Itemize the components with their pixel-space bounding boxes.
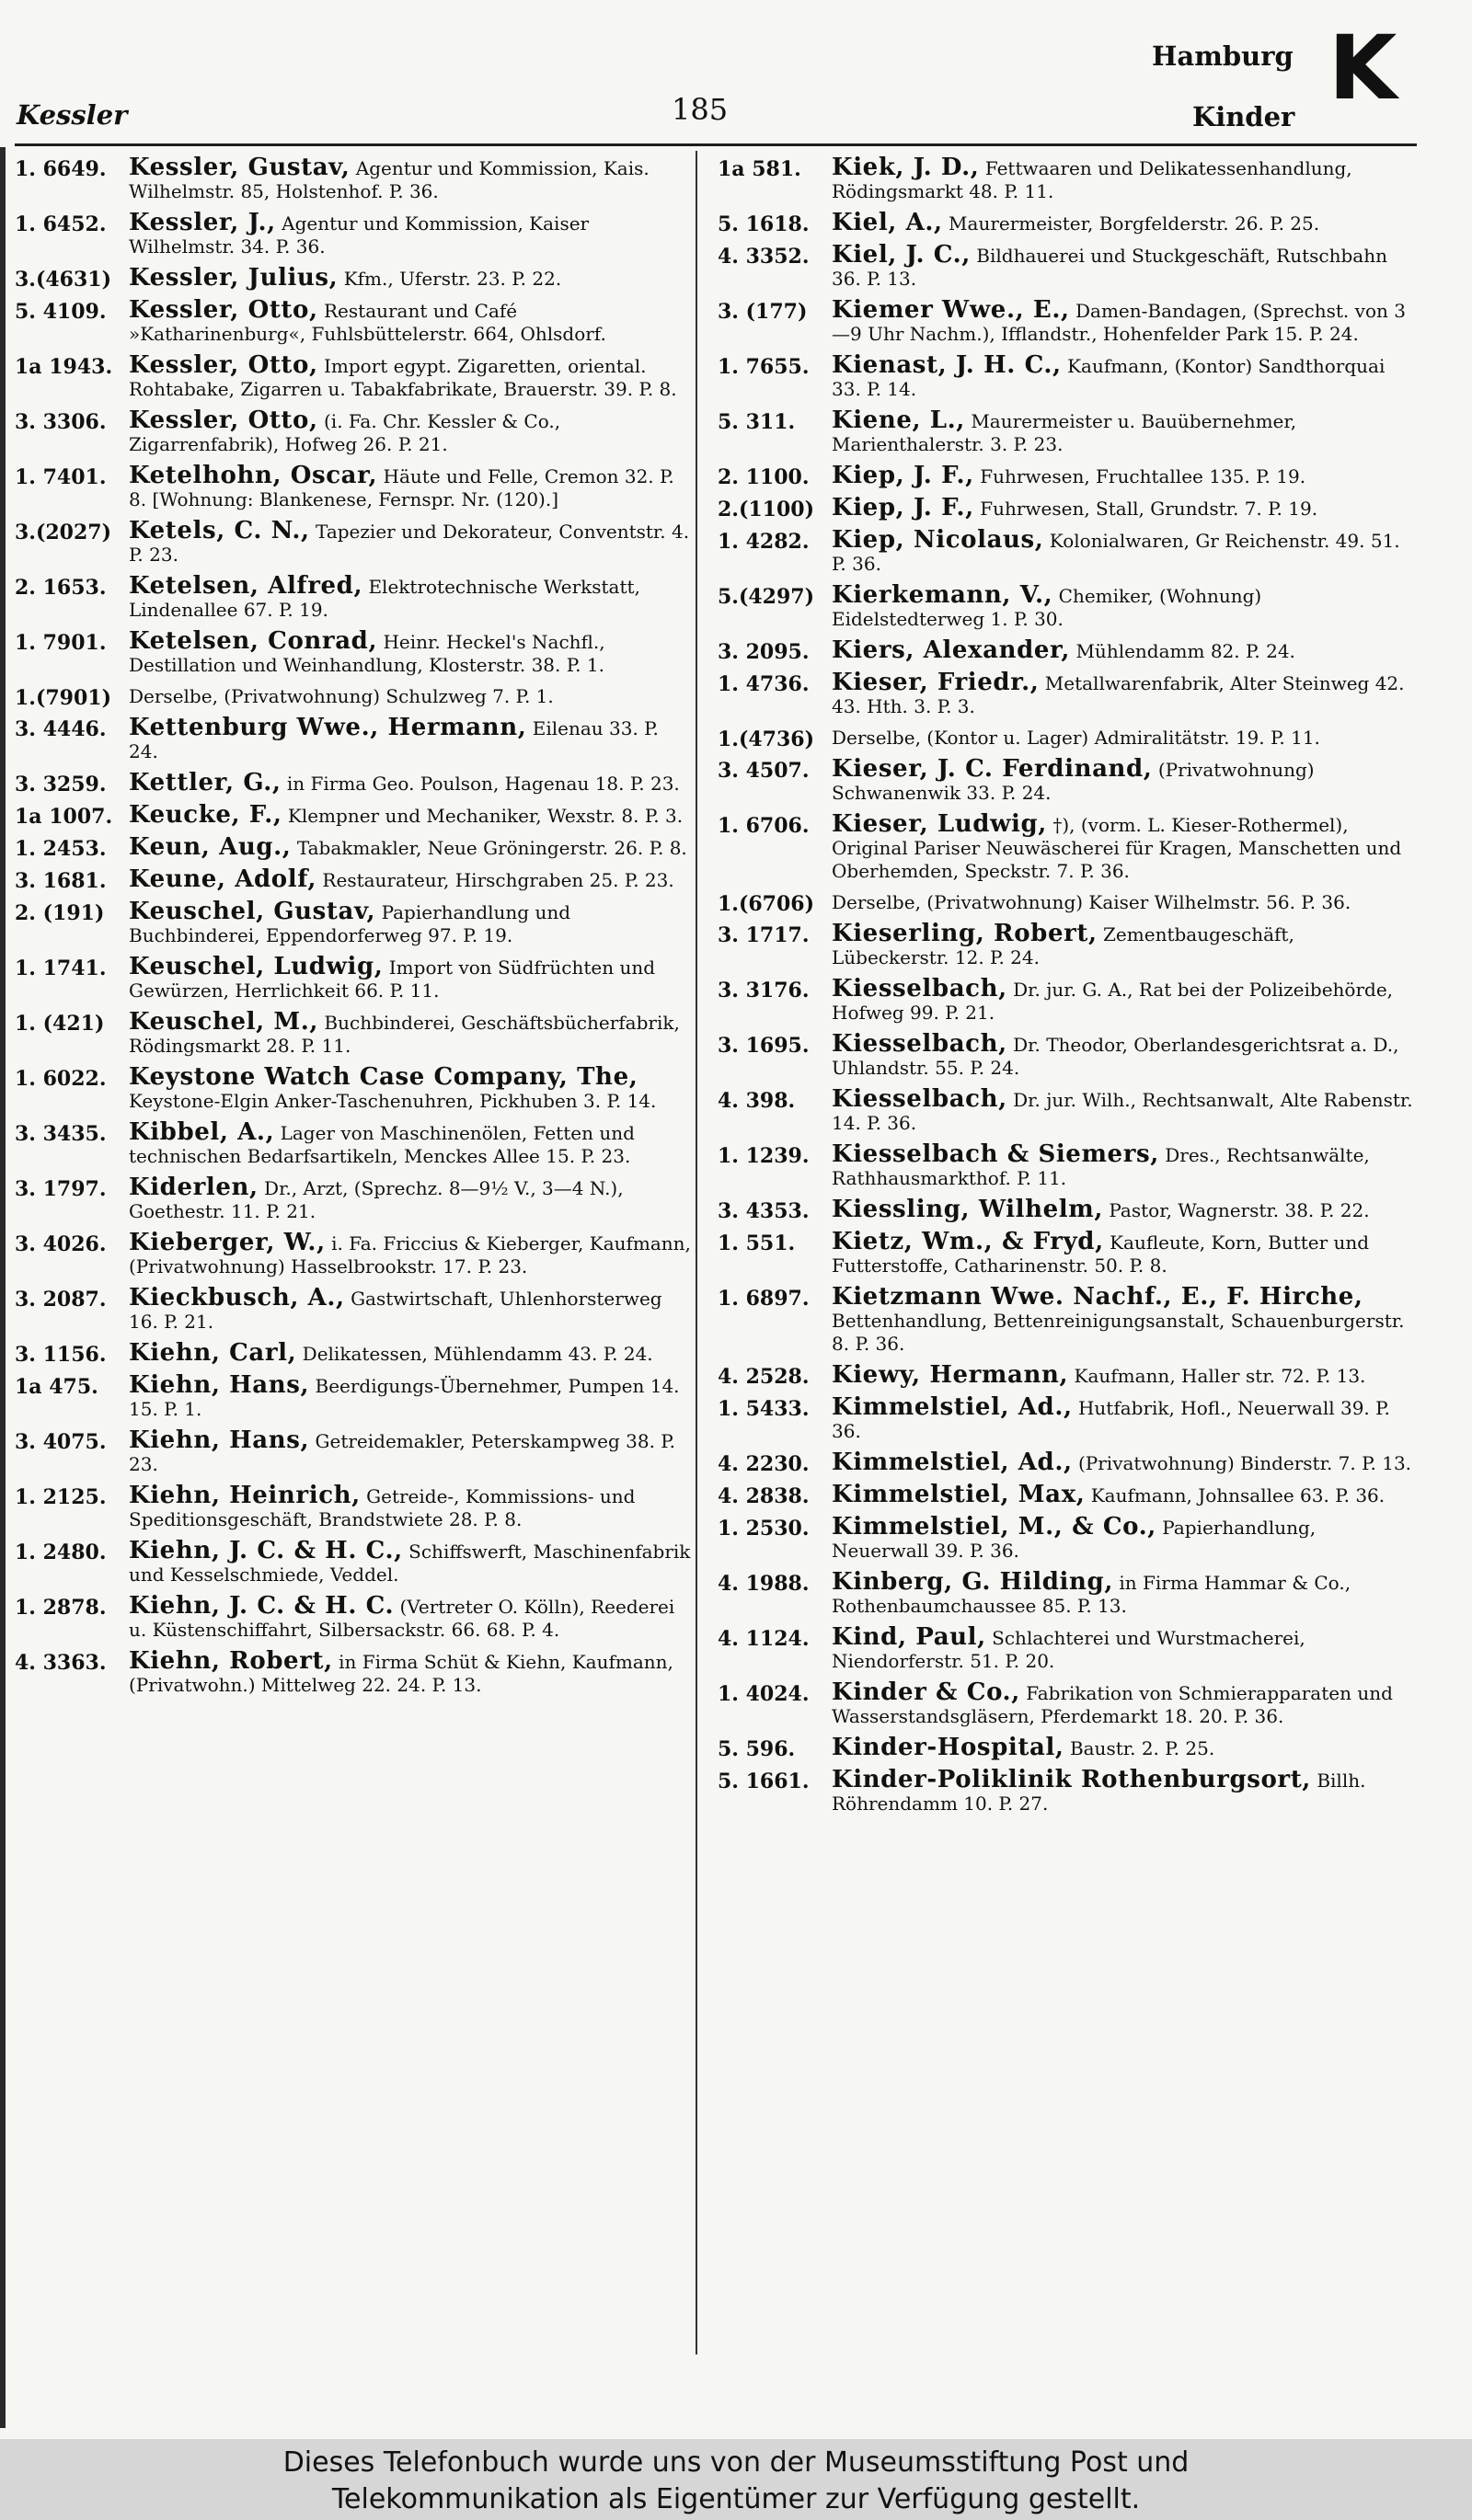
entry-name: Kiehn, Carl,	[129, 1339, 297, 1367]
directory-entry	[15, 1592, 694, 1642]
directory-entry	[15, 833, 694, 861]
entry-phone-number: 3. 4075.	[15, 1430, 107, 1454]
entry-phone-number: 1. 4736.	[718, 672, 810, 696]
entry-name: Kimmelstiel, Ad.,	[832, 1393, 1073, 1421]
entry-details: Billh. Röhrendamm 10. P. 27.	[832, 1770, 1366, 1815]
directory-entry	[718, 1766, 1417, 1816]
entry-details: Kaufmann, Haller str. 72. P. 13.	[1074, 1365, 1366, 1387]
directory-entry	[718, 1393, 1417, 1443]
entry-phone-number: 2. 1100.	[718, 465, 810, 489]
entry-phone-number: 4. 2838.	[718, 1484, 810, 1508]
directory-entry	[718, 1085, 1417, 1135]
entry-phone-number: 2.(1100)	[718, 498, 815, 521]
entry-name: Kiehn, Hans,	[129, 1426, 310, 1454]
directory-entry	[718, 351, 1417, 401]
entry-name: Keucke, F.,	[129, 801, 282, 829]
running-head-left: Kessler	[17, 99, 128, 131]
entry-phone-number: 3. 4507.	[718, 759, 810, 783]
entry-name: Kiesselbach,	[832, 975, 1007, 1002]
entry-name: Kiel, A.,	[832, 209, 943, 236]
entry-details: Heinr. Heckel's Nachfl., Destillation und Weinhandlung, Klosterstr. 38. P. 1.	[129, 631, 605, 676]
entry-details: Hutfabrik, Hofl., Neuerwall 39. P. 36.	[832, 1397, 1390, 1442]
entry-name: Kimmelstiel, M., & Co.,	[832, 1513, 1156, 1541]
entry-phone-number: 1. 2878.	[15, 1596, 107, 1620]
entry-phone-number: 3. 2095.	[718, 640, 810, 664]
footer-banner	[0, 2439, 1472, 2520]
entry-details: Fabrikation von Schmierapparaten und Wasserstandsgläsern, Pferdemarkt 18. 20. P. 36.	[832, 1682, 1393, 1727]
directory-entry	[15, 1647, 694, 1697]
entry-phone-number: 1. 7901.	[15, 631, 107, 655]
directory-entry	[15, 716, 694, 763]
entry-phone-number: 1. 2530.	[718, 1517, 810, 1541]
directory-entry	[718, 1228, 1417, 1277]
entry-details: in Firma Schüt & Kiehn, Kaufmann, (Privatwohn.) Mittelweg 22. 24. P. 13.	[129, 1651, 673, 1696]
entry-name: Kiehn, Heinrich,	[129, 1482, 361, 1509]
entry-details: Dr., Arzt, (Sprechz. 8—9½ V., 3—4 N.), Goethestr. 11. P. 21.	[129, 1177, 624, 1222]
entry-details: Kaufleute, Korn, Butter und Futterstoffe, Catharinenstr. 50. P. 8.	[832, 1231, 1370, 1277]
entry-name: Keystone Watch Case Company, The,	[129, 1063, 638, 1091]
entry-name: Kessler, Otto,	[129, 407, 318, 434]
directory-entry	[718, 581, 1417, 631]
directory-entry	[15, 865, 694, 893]
directory-entry	[15, 1371, 694, 1421]
entry-details: Derselbe, (Kontor u. Lager) Admiralitätstr. 19. P. 11.	[832, 727, 1320, 749]
entry-name: Kind, Paul,	[832, 1623, 986, 1651]
entry-name: Keuschel, Ludwig,	[129, 953, 384, 980]
entry-name: Kessler, Otto,	[129, 296, 318, 324]
entry-name: Kinder & Co.,	[832, 1678, 1020, 1706]
right-column	[718, 156, 1417, 1824]
entry-phone-number: 1a 581.	[718, 157, 801, 181]
entry-name: Kettler, G.,	[129, 769, 282, 796]
entry-details: Schlachterei und Wurstmacherei, Niendorferstr. 51. P. 20.	[832, 1627, 1305, 1672]
entry-details: Fuhrwesen, Stall, Grundstr. 7. P. 19.	[980, 498, 1318, 520]
entry-phone-number: 1. 6022.	[15, 1067, 107, 1091]
directory-entry	[15, 1484, 694, 1531]
entry-phone-number: 5.(4297)	[718, 585, 815, 609]
directory-entry	[15, 1284, 694, 1334]
entry-phone-number: 1. 551.	[718, 1231, 796, 1255]
directory-entry	[718, 1030, 1417, 1080]
entry-name: Kiessling, Wilhelm,	[832, 1196, 1104, 1223]
header-rule	[15, 143, 1417, 146]
entry-name: Kibbel, A.,	[129, 1118, 275, 1146]
directory-entry	[15, 1118, 694, 1168]
entry-name: Kinder-Poliklinik Rothenburgsort,	[832, 1766, 1311, 1793]
entry-name: Kimmelstiel, Max,	[832, 1481, 1086, 1508]
directory-entry	[718, 1623, 1417, 1673]
entry-phone-number: 5. 596.	[718, 1737, 796, 1761]
entry-details: Schiffswerft, Maschinenfabrik und Kesselschmiede, Veddel.	[129, 1541, 691, 1586]
entry-name: Keune, Adolf,	[129, 865, 317, 893]
entry-details: †), (vorm. L. Kieser-Rothermel), Original Pariser Neuwäscherei für Kragen, Manschetten und Oberhemden, Speckstr. 7. P. 36.	[832, 814, 1402, 882]
entry-details: Agentur und Kommission, Kais. Wilhelmstr. 85, Holstenhof. P. 36.	[129, 157, 650, 202]
entry-details: Maurermeister, Borgfelderstr. 26. P. 25.	[949, 212, 1320, 235]
entry-details: Dr. jur. Wilh., Rechtsanwalt, Alte Rabenstr. 14. P. 36.	[832, 1089, 1413, 1134]
entry-phone-number: 3. (177)	[718, 300, 808, 324]
directory-entry	[718, 494, 1417, 521]
directory-entry	[15, 517, 694, 567]
column-divider	[696, 151, 697, 2354]
entry-name: Kietzmann Wwe. Nachf., E., F. Hirche,	[832, 1283, 1363, 1311]
entry-phone-number: 1. 6706.	[718, 814, 810, 838]
entry-name: Kiewy, Hermann,	[832, 1361, 1069, 1389]
footer-line-1: Dieses Telefonbuch wurde uns von der Museumsstiftung Post und	[282, 2446, 1190, 2479]
entry-name: Kieser, J. C. Ferdinand,	[832, 755, 1153, 783]
entry-details: Metallwarenfabrik, Alter Steinweg 42. 43. Hth. 3. P. 3.	[832, 672, 1405, 717]
directory-entry	[718, 1198, 1417, 1222]
entry-phone-number: 3. 3176.	[718, 979, 810, 1002]
entry-details: Kolonialwaren, Gr Reichenstr. 49. 51. P. 36.	[832, 530, 1400, 575]
entry-name: Kierkemann, V.,	[832, 581, 1053, 609]
directory-entry	[718, 409, 1417, 456]
directory-entry	[718, 922, 1417, 969]
entry-name: Ketels, C. N.,	[129, 517, 310, 544]
entry-details: Agentur und Kommission, Kaiser Wilhelmstr. 34. P. 36.	[129, 212, 590, 258]
entry-phone-number: 1a 475.	[15, 1375, 98, 1399]
directory-entry	[15, 953, 694, 1002]
entry-phone-number: 1. 1741.	[15, 956, 107, 980]
directory-entry	[15, 801, 694, 829]
entry-name: Kiesselbach & Siemers,	[832, 1140, 1159, 1168]
directory-entry	[15, 900, 694, 947]
entry-details: Import von Südfrüchten und Gewürzen, Herrlichkeit 66. P. 11.	[129, 956, 656, 1002]
directory-entry	[718, 1483, 1417, 1507]
entry-phone-number: 1. 4024.	[718, 1682, 810, 1706]
entry-details: Papierhandlung und Buchbinderei, Eppendorferweg 97. P. 19.	[129, 901, 571, 946]
entry-details: Fettwaaren und Delikatessenhandlung, Rödingsmarkt 48. P. 11.	[832, 157, 1352, 202]
entry-details: Restaurant und Café »Katharinenburg«, Fuhlsbüttelerstr. 664, Ohlsdorf.	[129, 300, 606, 345]
entry-details: (Privatwohnung) Schwanenwik 33. P. 24.	[832, 759, 1315, 804]
entry-name: Kiep, J. F.,	[832, 494, 974, 521]
entry-name: Kessler, Gustav,	[129, 154, 351, 181]
directory-entry	[718, 636, 1417, 664]
entry-name: Keun, Aug.,	[129, 833, 292, 861]
entry-details: Eilenau 33. P. 24.	[129, 717, 659, 762]
entry-phone-number: 1a 1943.	[15, 355, 113, 379]
entry-phone-number: 4. 3352.	[718, 245, 810, 269]
directory-entry	[15, 409, 694, 456]
entry-name: Kiderlen,	[129, 1174, 259, 1201]
entry-details: Pastor, Wagnerstr. 38. P. 22.	[1109, 1199, 1370, 1221]
entry-phone-number: 4. 1124.	[718, 1627, 810, 1651]
directory-entry	[15, 1176, 694, 1223]
entry-details: Klempner und Mechaniker, Wexstr. 8. P. 3.	[287, 805, 684, 827]
entry-details: Häute und Felle, Cremon 32. P. 8. [Wohnung: Blankenese, Fernspr. Nr. (120).]	[129, 465, 674, 510]
entry-name: Kettenburg Wwe., Hermann,	[129, 714, 527, 741]
entry-name: Kieserling, Robert,	[832, 920, 1098, 947]
entry-phone-number: 1.(6706)	[718, 892, 815, 916]
entry-phone-number: 3. 3259.	[15, 773, 107, 796]
entry-details: Tapezier und Dekorateur, Conventstr. 4. P. 23.	[129, 521, 690, 566]
directory-entry	[718, 1283, 1417, 1356]
entry-details: Maurermeister u. Bauübernehmer, Marienthalerstr. 3. P. 23.	[832, 410, 1297, 455]
directory-entry	[718, 810, 1417, 883]
entry-details: Beerdigungs-Übernehmer, Pumpen 14. 15. P. 1.	[129, 1375, 680, 1420]
entry-name: Kieser, Friedr.,	[832, 669, 1040, 696]
directory-entry	[15, 209, 694, 258]
entry-name: Kienast, J. H. C.,	[832, 351, 1062, 379]
entry-name: Kiehn, Robert,	[129, 1647, 333, 1675]
directory-entry	[15, 685, 694, 708]
entry-name: Kiep, J. F.,	[832, 462, 974, 489]
entry-phone-number: 2. (191)	[15, 901, 105, 925]
entry-details: Import egypt. Zigaretten, oriental. Rohtabake, Zigarren u. Tabakfabrikate, Brauerstr. 39. P. 8.	[129, 355, 677, 400]
entry-phone-number: 1. 7655.	[718, 355, 810, 379]
entry-name: Kieckbusch, A.,	[129, 1284, 345, 1312]
entry-phone-number: 1.(4736)	[718, 727, 815, 751]
entry-name: Kiel, J. C.,	[832, 241, 971, 269]
directory-entry	[718, 1513, 1417, 1563]
directory-entry	[718, 727, 1417, 750]
entry-phone-number: 3. 4026.	[15, 1232, 107, 1256]
entry-phone-number: 1. 1239.	[718, 1144, 810, 1168]
entry-details: Kaufmann, Johnsallee 63. P. 36.	[1090, 1484, 1386, 1506]
directory-entry	[718, 1451, 1417, 1475]
directory-entry	[718, 1361, 1417, 1389]
entry-details: Tabakmakler, Neue Gröningerstr. 26. P. 8.	[296, 837, 687, 859]
entry-phone-number: 1. 6649.	[15, 157, 107, 181]
entry-details: Derselbe, (Privatwohnung) Kaiser Wilhelmstr. 56. P. 36.	[832, 891, 1351, 913]
entry-name: Kiesselbach,	[832, 1030, 1007, 1058]
entry-details: (Privatwohnung) Binderstr. 7. P. 13.	[1077, 1452, 1412, 1474]
entry-details: Keystone-Elgin Anker-Taschenuhren, Pickhuben 3. P. 14.	[129, 1090, 657, 1112]
directory-entry	[15, 1008, 694, 1058]
entry-details: Chemiker, (Wohnung) Eidelstedterweg 1. P. 30.	[832, 585, 1262, 630]
entry-name: Keuschel, Gustav,	[129, 898, 376, 925]
entry-phone-number: 4. 2230.	[718, 1452, 810, 1476]
entry-name: Kiehn, Hans,	[129, 1371, 310, 1399]
entry-name: Kieser, Ludwig,	[832, 810, 1047, 838]
directory-entry	[15, 1063, 694, 1113]
directory-entry	[718, 296, 1417, 346]
directory-entry	[15, 627, 694, 677]
entry-details: Papierhandlung, Neuerwall 39. P. 36.	[832, 1517, 1317, 1562]
entry-details: Dres., Rechtsanwälte, Rathhausmarkthof. P. 11.	[832, 1144, 1370, 1189]
entry-details: Kfm., Uferstr. 23. P. 22.	[343, 268, 562, 290]
directory-entry	[718, 1678, 1417, 1728]
entry-details: Lager von Maschinenölen, Fetten und technischen Bedarfsartikeln, Menckes Allee 15. P. 23.	[129, 1122, 635, 1167]
entry-phone-number: 1. 7401.	[15, 465, 107, 489]
footer-line-2: Telekommunikation als Eigentümer zur Verfügung gestellt.	[331, 2483, 1141, 2515]
entry-phone-number: 1. (421)	[15, 1012, 105, 1036]
entry-details: Dr. Theodor, Oberlandesgerichtsrat a. D., Uhlandstr. 55. P. 24.	[832, 1034, 1399, 1079]
entry-details: Zementbaugeschäft, Lübeckerstr. 12. P. 24.	[832, 923, 1294, 968]
entry-name: Kessler, Otto,	[129, 351, 318, 379]
entry-details: Bildhauerei und Stuckgeschäft, Rutschbahn 36. P. 13.	[832, 245, 1387, 290]
entry-name: Kiesselbach,	[832, 1085, 1007, 1113]
directory-entry	[15, 1231, 694, 1278]
entry-details: in Firma Geo. Poulson, Hagenau 18. P. 23.	[286, 773, 680, 795]
directory-entry	[718, 1140, 1417, 1190]
entry-phone-number: 5. 1661.	[718, 1770, 810, 1793]
entry-phone-number: 1. 6897.	[718, 1287, 810, 1311]
entry-phone-number: 3. 1797.	[15, 1177, 107, 1201]
page-number: 185	[672, 92, 729, 127]
directory-entry	[718, 209, 1417, 236]
entry-phone-number: 1. 2453.	[15, 837, 107, 861]
directory-entry	[718, 156, 1417, 203]
directory-entry	[15, 464, 694, 511]
entry-details: Getreidemakler, Peterskampweg 38. P. 23.	[129, 1430, 676, 1475]
directory-entry	[15, 572, 694, 622]
entry-phone-number: 3.(4631)	[15, 268, 112, 292]
entry-details: Derselbe, (Privatwohnung) Schulzweg 7. P. 1.	[129, 685, 554, 707]
directory-entry	[15, 769, 694, 796]
entry-name: Kiehn, J. C. & H. C.,	[129, 1537, 403, 1564]
entry-details: (i. Fa. Chr. Kessler & Co., Zigarrenfabrik), Hofweg 26. P. 21.	[129, 410, 561, 455]
directory-entry	[718, 891, 1417, 914]
entry-phone-number: 4. 2528.	[718, 1365, 810, 1389]
entry-name: Kimmelstiel, Ad.,	[832, 1449, 1073, 1476]
entry-phone-number: 1a 1007.	[15, 805, 113, 829]
directory-entry	[718, 975, 1417, 1025]
entry-phone-number: 3. 1695.	[718, 1034, 810, 1058]
entry-phone-number: 3. 2087.	[15, 1288, 107, 1312]
entry-name: Kiep, Nicolaus,	[832, 526, 1044, 554]
entry-name: Kiemer Wwe., E.,	[832, 296, 1070, 324]
entry-name: Kiers, Alexander,	[832, 636, 1071, 664]
entry-name: Ketelhohn, Oscar,	[129, 462, 378, 489]
entry-name: Kessler, Julius,	[129, 264, 339, 292]
directory-entry	[718, 1736, 1417, 1760]
entry-phone-number: 3. 3306.	[15, 410, 107, 434]
entry-details: Buchbinderei, Geschäftsbücherfabrik, Rödingsmarkt 28. P. 11.	[129, 1012, 680, 1057]
directory-entry	[15, 1426, 694, 1476]
entry-name: Ketelsen, Alfred,	[129, 572, 363, 600]
directory-entry	[15, 264, 694, 292]
entry-phone-number: 5. 4109.	[15, 300, 107, 324]
entry-phone-number: 3. 1156.	[15, 1343, 107, 1367]
entry-phone-number: 4. 398.	[718, 1089, 796, 1113]
entry-name: Kinder-Hospital,	[832, 1734, 1064, 1761]
entry-phone-number: 3. 4446.	[15, 717, 107, 741]
entry-phone-number: 1.(7901)	[15, 686, 112, 710]
entry-phone-number: 1. 4282.	[718, 530, 810, 554]
directory-entry	[15, 156, 694, 203]
entry-details: Mühlendamm 82. P. 24.	[1075, 640, 1295, 662]
entry-phone-number: 2. 1653.	[15, 576, 107, 600]
directory-entry	[15, 351, 694, 401]
left-column	[15, 156, 694, 1705]
entry-name: Ketelsen, Conrad,	[129, 627, 378, 655]
directory-entry	[15, 296, 694, 346]
entry-phone-number: 3.(2027)	[15, 521, 112, 544]
entry-name: Kietz, Wm., & Fryd,	[832, 1228, 1104, 1255]
entry-details: Elektrotechnische Werkstatt, Lindenallee 67. P. 19.	[129, 576, 640, 621]
page-edge-line	[0, 147, 6, 2428]
entry-name: Kieberger, W.,	[129, 1229, 326, 1256]
directory-entry	[15, 1339, 694, 1367]
entry-phone-number: 5. 311.	[718, 410, 796, 434]
entry-phone-number: 3. 1681.	[15, 869, 107, 893]
entry-details: Damen-Bandagen, (Sprechst. von 3—9 Uhr Nachm.), Ifflandstr., Hohenfelder Park 15. P. 24.	[832, 300, 1406, 345]
entry-details: Getreide-, Kommissions- und Speditionsgeschäft, Brandstwiete 28. P. 8.	[129, 1485, 636, 1530]
entry-details: Delikatessen, Mühlendamm 43. P. 24.	[302, 1343, 653, 1365]
entry-details: (Vertreter O. Kölln), Reederei u. Küstenschiffahrt, Silbersackstr. 66. 68. P. 4.	[129, 1596, 675, 1641]
entry-name: Kiek, J. D.,	[832, 154, 980, 181]
entry-details: Kaufmann, (Kontor) Sandthorquai 33. P. 14.	[832, 355, 1386, 400]
entry-phone-number: 1. 2480.	[15, 1541, 107, 1564]
entry-phone-number: 1. 6452.	[15, 212, 107, 236]
entry-details: Fuhrwesen, Fruchtallee 135. P. 19.	[980, 465, 1306, 487]
directory-entry	[718, 241, 1417, 291]
entry-name: Kiehn, J. C. & H. C.	[129, 1592, 395, 1620]
directory-entry	[718, 526, 1417, 576]
entry-phone-number: 4. 3363.	[15, 1651, 107, 1675]
entry-name: Keuschel, M.,	[129, 1008, 319, 1036]
entry-phone-number: 3. 3435.	[15, 1122, 107, 1146]
directory-entry	[718, 464, 1417, 488]
entry-phone-number: 1. 5433.	[718, 1397, 810, 1421]
running-head-city: Hamburg	[1152, 40, 1294, 72]
entry-details: Baustr. 2. P. 25.	[1069, 1737, 1215, 1759]
entry-name: Kessler, J.,	[129, 209, 276, 236]
directory-entry	[718, 671, 1417, 718]
directory-entry	[718, 1568, 1417, 1618]
directory-entry	[718, 755, 1417, 805]
entry-details: Bettenhandlung, Bettenreinigungsanstalt, Schauenburgerstr. 8. P. 36.	[832, 1310, 1405, 1355]
entry-phone-number: 5. 1618.	[718, 212, 810, 236]
section-letter: K	[1328, 17, 1397, 120]
directory-entry	[15, 1537, 694, 1586]
running-head-right: Kinder	[1192, 101, 1295, 132]
entry-details: Restaurateur, Hirschgraben 25. P. 23.	[322, 869, 674, 891]
entry-details: in Firma Hammar & Co., Rothenbaumchaussee 85. P. 13.	[832, 1572, 1351, 1617]
entry-details: Gastwirtschaft, Uhlenhorsterweg 16. P. 21.	[129, 1288, 662, 1333]
entry-name: Kinberg, G. Hilding,	[832, 1568, 1113, 1596]
entry-details: Dr. jur. G. A., Rat bei der Polizeibehörde, Hofweg 99. P. 21.	[832, 979, 1394, 1024]
entry-phone-number: 1. 2125.	[15, 1485, 107, 1509]
entry-phone-number: 3. 4353.	[718, 1199, 810, 1223]
entry-details: i. Fa. Friccius & Kieberger, Kaufmann, (Privatwohnung) Hasselbrookstr. 17. P. 23.	[129, 1232, 691, 1277]
entry-phone-number: 4. 1988.	[718, 1572, 810, 1596]
entry-phone-number: 3. 1717.	[718, 923, 810, 947]
entry-name: Kiene, L.,	[832, 407, 965, 434]
